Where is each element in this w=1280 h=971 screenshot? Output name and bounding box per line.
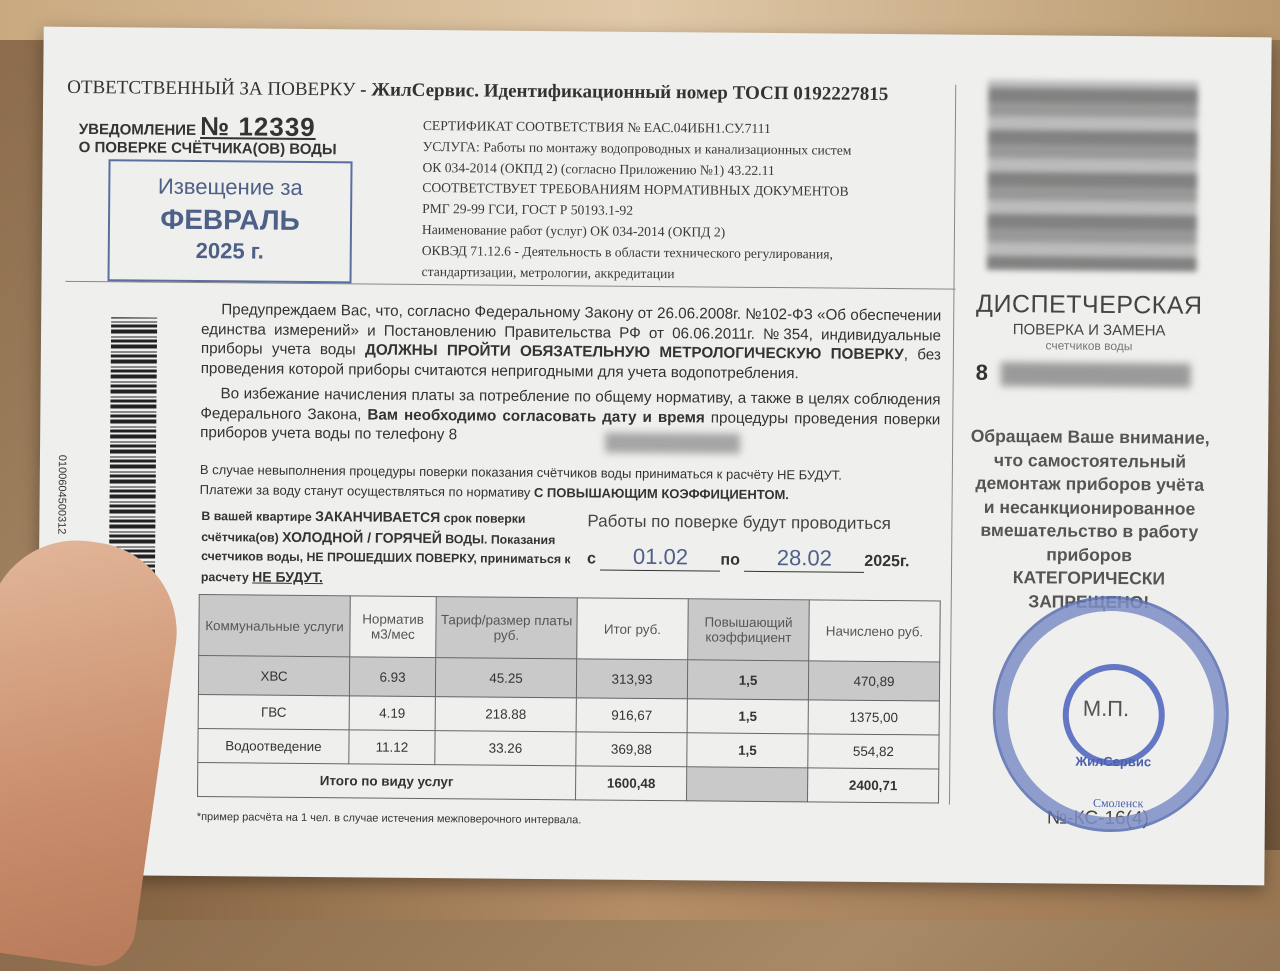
certificate-line: СООТВЕТСТВУЕТ ТРЕБОВАНИЯМ НОРМАТИВНЫХ ДОКУМЕНТОВ	[422, 180, 849, 200]
table-header: Итог руб.	[577, 598, 689, 660]
dispatch-phone-blurred	[1001, 362, 1191, 388]
month-name: ФЕВРАЛЬ	[160, 203, 300, 236]
dispatch-subtitle: ПОВЕРКА И ЗАМЕНА	[1012, 321, 1166, 340]
stamp-name: ЖилСервис	[1075, 753, 1152, 770]
certificate-line: УСЛУГА: Работы по монтажу водопроводных и канализационных систем	[422, 138, 852, 158]
month-year: 2025 г.	[195, 237, 264, 264]
certificate-line: Наименование работ (услуг) ОК 034-2014 (ОКПД 2)	[421, 221, 726, 240]
stamp-city: Смоленск	[1092, 795, 1144, 811]
month-box	[108, 159, 353, 283]
notice-number: № 12339	[200, 111, 316, 143]
certificate-line: РМГ 29-99 ГСИ, ГОСТ Р 50193.1-92	[422, 201, 634, 218]
certificate-line: стандартизации, метрологии, аккредитации	[421, 263, 675, 281]
dispatch-phone: 8	[975, 359, 989, 385]
table-header: Норматив м3/мес	[350, 596, 437, 658]
certificate-line: СЕРТИФИКАТ СООТВЕТСТВИЯ № ЕАС.04ИБН1.СУ.7111	[422, 117, 771, 137]
table-row: ГВС 4.19 218.88 916,67 1,5 1375,00	[198, 695, 939, 735]
table-total-row: Итого по виду услуг 1600,48 2400,71	[198, 763, 939, 803]
qr-code-blurred	[987, 80, 1199, 272]
table-header: Коммунальные услуги	[199, 595, 351, 657]
notice-subtitle: О ПОВЕРКЕ СЧЁТЧИКА(ОВ) ВОДЫ	[78, 138, 337, 159]
barcode-number: 0100604500312	[55, 454, 68, 535]
works-title: Работы по поверке будут проводиться	[587, 511, 891, 534]
dispatch-title: ДИСПЕТЧЕРСКАЯ	[975, 289, 1203, 320]
dispatch-subtitle-2: счетчиков воды	[1045, 338, 1133, 354]
table-header: Начислено руб.	[809, 600, 941, 662]
certificate-line: ОКВЭД 71.12.6 - Деятельность в области технического регулирования,	[421, 242, 833, 262]
stamp-mp: М.П.	[1082, 695, 1130, 722]
date-to: 28.02	[744, 545, 864, 573]
divider-vertical	[949, 85, 956, 805]
certificate-line: ОК 034-2014 (ОКПД 2) (согласно Приложению №1) 43.22.11	[422, 159, 775, 178]
charges-table	[197, 594, 941, 803]
table-row: Водоотведение 11.12 33.26 369,88 1,5 554,82	[198, 729, 939, 769]
tamper-warning: Обращаем Ваше внимание, что самостоятельный демонтаж приборов учёта и несанкционированное вмешательство в работу приборов КАТЕГОРИЧЕСКИ ЗАПРЕЩЕНО!	[970, 425, 1210, 612]
notice-paper	[36, 27, 1271, 886]
notice-title: УВЕДОМЛЕНИЕ № 12339	[78, 111, 316, 143]
date-from: 01.02	[600, 544, 720, 572]
phone-number-blurred	[605, 433, 740, 454]
table-header: Тариф/размер платы руб.	[436, 597, 578, 659]
responsible-header: ОТВЕТСТВЕННЫЙ ЗА ПОВЕРКУ - ЖилСервис. Идентификационный номер ТОСП 0192227815	[67, 76, 889, 106]
table-header: Повышающий коэффициент	[688, 599, 810, 661]
footnote: *пример расчёта на 1 чел. в случае истечения межповерочного интервала.	[196, 811, 582, 827]
dispatch-block	[959, 290, 1220, 354]
legal-paragraph: Предупреждаем Вас, что, согласно Федеральному Закону от 26.06.2008г. №102-ФЗ «Об обеспечении единства измерений» и Постановлению Правительства РФ от 06.06.2011г. №354, индивидуальные приборы учета воды ДОЛЖНЫ ПРОЙТИ ОБЯЗАТЕЛЬНУЮ МЕТРОЛОГИЧЕСКУЮ ПОВЕРКУ, без проведения которой приборы считаются непригодными для учета водопотребления.	[200, 301, 942, 383]
month-box-caption: Извещение за	[157, 173, 303, 200]
form-number: №-КС-16(4)	[1046, 807, 1149, 830]
consequence-paragraph: В случае невыполнения процедуры поверки показания счётчиков воды приниматься к расчёту НЕ БУДУТ. Платежи за воду станут осуществляться по нормативу С ПОВЫШАЮЩИМ КОЭФФИЦИЕНТОМ.	[199, 462, 843, 503]
table-row: ХВС 6.93 45.25 313,93 1,5 470,89	[198, 656, 939, 701]
certificate-block	[422, 116, 852, 286]
works-dates: с 01.02 по 28.02 2025г.	[587, 543, 910, 573]
schedule-paragraph: Во избежание начисления платы за потребление по общему нормативу, а также в целях соблюдения Федерального Закона, Вам необходимо согласовать дату и время процедуры проведения поверки приборов учета воды по телефону 8	[200, 385, 941, 444]
expiry-note: В вашей квартире ЗАКАНЧИВАЕТСЯ срок поверки счётчика(ов) ХОЛОДНОЙ / ГОРЯЧЕЙ ВОДЫ. Показания счетчиков воды, НЕ ПРОШЕДШИХ ПОВЕРКУ, приниматься к расчету НЕ БУДУТ.	[200, 508, 571, 585]
